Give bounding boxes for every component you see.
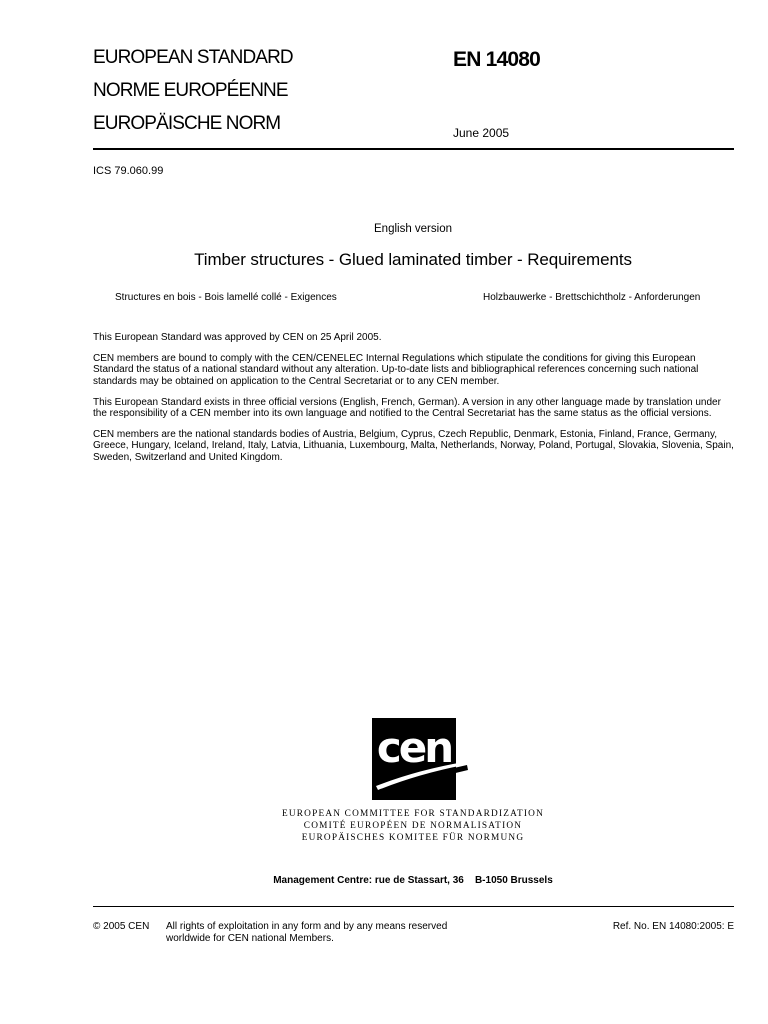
standard-name-german: EUROPÄISCHE NORM (93, 113, 281, 134)
french-title: Structures en bois - Bois lamellé collé - Exigences (115, 292, 337, 303)
standard-names (93, 48, 293, 147)
standard-number: EN 14080 (453, 48, 541, 71)
rights-line-1: All rights of exploitation in any form and by any means reserved (166, 921, 448, 932)
committee-name-english: EUROPEAN COMMITTEE FOR STANDARDIZATION (281, 809, 545, 819)
footer-divider (93, 906, 734, 907)
rights-notice (166, 921, 496, 944)
logo-text: cen (376, 723, 452, 772)
committee-name-german: EUROPÄISCHES KOMITEE FÜR NORMUNG (301, 833, 525, 843)
committee-names (266, 808, 560, 844)
cen-logo-icon (372, 718, 468, 800)
members-paragraph: CEN members are the national standards bodies of Austria, Belgium, Cyprus, Czech Republic, Denmark, Estonia, Finland, France, Germany, Greece, Hungary, Iceland, Ireland, Italy, Latvia, Lithuania, Luxembourg, Malta, Netherlands, Norway, Poland, Portugal, Slovakia, Slovenia, Spain, Sweden, Switzerland and United Kingdom. (93, 429, 734, 463)
document-title: Timber structures - Glued laminated timber - Requirements (194, 250, 632, 269)
rights-line-2: worldwide for CEN national Members. (166, 932, 334, 944)
german-title: Holzbauwerke - Brettschichtholz - Anforderungen (483, 292, 701, 303)
publication-date: June 2005 (453, 126, 510, 140)
ics-code: ICS 79.060.99 (93, 165, 164, 177)
approval-text (93, 332, 737, 473)
header-divider (93, 148, 734, 150)
management-centre (0, 875, 768, 886)
regulations-paragraph: CEN members are bound to comply with the CEN/CENELEC Internal Regulations which stipulate the conditions for giving this European Standard the status of a national standard without any alteration. Up-to-date lists and bibliographical references concerning such national standards may be obtained on application to the Central Secretariat or to any CEN member. (93, 353, 699, 387)
management-centre-text: Management Centre: rue de Stassart, 36 B-1050 Brussels (273, 875, 553, 886)
committee-name-french: COMITÉ EUROPÉEN DE NORMALISATION (303, 821, 523, 831)
standard-name-english: EUROPEAN STANDARD (93, 47, 293, 68)
approval-paragraph: This European Standard was approved by CEN on 25 April 2005. (93, 332, 382, 343)
reference-number: Ref. No. EN 14080:2005: E (612, 921, 734, 932)
copyright: © 2005 CEN (93, 921, 150, 932)
standard-name-french: NORME EUROPÉENNE (93, 80, 288, 101)
versions-paragraph: This European Standard exists in three official versions (English, French, German). A version in any other language made by translation under the responsibility of a CEN member into its own language and notified to the Central Secretariat has the same status as the official versions. (93, 396, 721, 420)
version-note: English version (374, 223, 452, 235)
